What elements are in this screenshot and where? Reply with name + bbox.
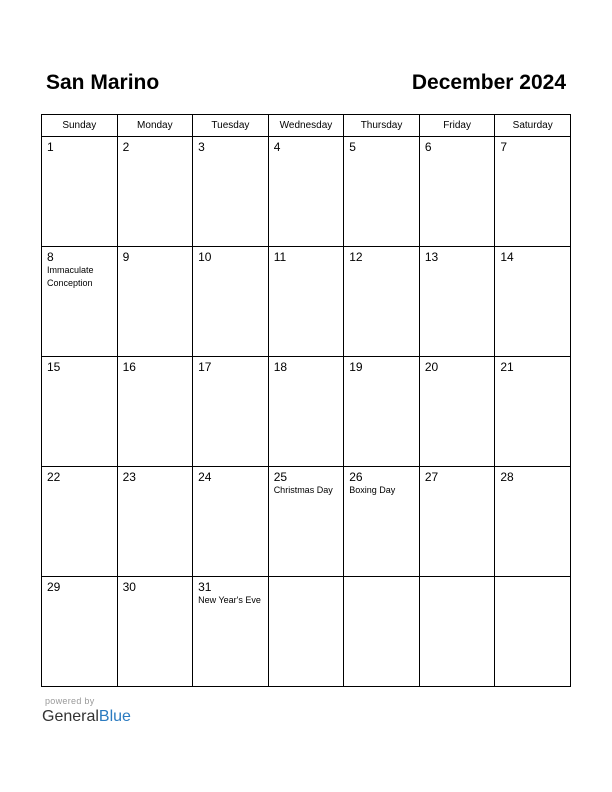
day-cell [193,357,269,467]
day-cell [268,467,344,577]
weekday-wednesday: Wednesday [268,115,344,137]
holiday-label: Boxing Day [349,485,396,495]
day-cell [117,357,193,467]
day-cell [193,577,269,687]
calendar-grid [41,114,571,689]
day-number: 13 [424,250,439,264]
day-number: 9 [122,250,130,264]
day-cell [193,137,269,247]
holiday-label: New Year's Eve [198,595,261,605]
day-cell [495,577,571,687]
day-cell [419,577,495,687]
day-number: 31 [198,580,212,594]
day-cell [344,357,420,467]
day-cell [495,137,571,247]
brand-general: General [42,708,99,725]
day-cell [419,467,495,577]
calendar-table [41,114,571,687]
weekday-header-row [42,115,571,137]
day-cell [495,357,571,467]
day-cell [117,247,193,357]
week-row [42,467,571,577]
day-number: 17 [198,360,212,374]
weekday-tuesday: Tuesday [193,115,269,137]
day-cell [42,247,118,357]
day-cell [117,137,193,247]
month-title: December 2024 [411,71,566,94]
footer-branding [42,696,131,727]
day-number: 16 [122,360,136,374]
day-cell [344,137,420,247]
country-title: San Marino [46,71,160,94]
week-row [42,357,571,467]
holiday-label: Christmas Day [273,485,333,495]
day-number: 2 [122,140,130,154]
day-cell [42,577,118,687]
day-cell [344,577,420,687]
day-cell [419,137,495,247]
day-cell [42,357,118,467]
day-cell [193,467,269,577]
day-number: 1 [47,140,54,154]
day-number: 10 [198,250,212,264]
weekday-saturday: Saturday [495,115,571,137]
powered-by-text: powered by [45,696,95,706]
week-row [42,577,571,687]
day-cell [419,357,495,467]
day-number: 12 [349,250,363,264]
day-cell [495,247,571,357]
holiday-label: Immaculate Conception [47,265,94,288]
day-number: 4 [273,140,281,154]
day-number: 18 [273,360,288,374]
day-cell [268,357,344,467]
day-number: 14 [500,250,514,264]
day-number: 25 [273,470,288,484]
day-number: 11 [273,250,287,264]
day-number: 21 [500,360,514,374]
day-cell [344,467,420,577]
day-number: 20 [424,360,439,374]
day-cell [268,247,344,357]
day-number: 22 [47,470,61,484]
day-cell [117,467,193,577]
day-cell [193,247,269,357]
week-row [42,247,571,357]
day-number: 30 [122,580,136,594]
weekday-friday: Friday [419,115,495,137]
day-number: 7 [500,140,508,154]
day-number: 6 [424,140,432,154]
brand-logo[interactable] [42,707,131,727]
day-number: 19 [349,360,363,374]
day-cell [268,137,344,247]
day-number: 8 [47,250,54,264]
day-cell [42,137,118,247]
weekday-sunday: Sunday [42,115,118,137]
day-cell [495,467,571,577]
brand-blue: Blue [98,708,131,725]
day-cell [42,467,118,577]
day-number: 29 [47,580,61,594]
day-cell [117,577,193,687]
day-cell [268,577,344,687]
day-number: 3 [198,140,205,154]
weekday-monday: Monday [117,115,193,137]
day-number: 15 [47,360,61,374]
week-row [42,137,571,247]
day-number: 28 [500,470,514,484]
day-number: 26 [349,470,363,484]
day-cell [344,247,420,357]
day-number: 27 [424,470,439,484]
day-number: 23 [122,470,136,484]
day-number: 24 [198,470,212,484]
weekday-thursday: Thursday [344,115,420,137]
day-number: 5 [349,140,356,154]
day-cell [419,247,495,357]
